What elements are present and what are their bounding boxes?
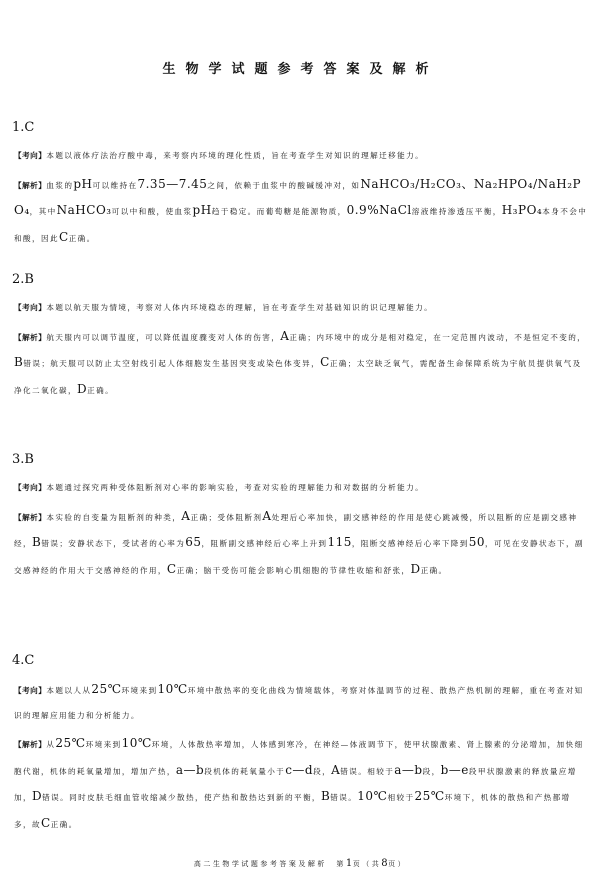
jiexi-tag: 【解析】: [14, 740, 47, 749]
jiexi-paragraph: [14, 324, 588, 404]
text-part: D: [76, 381, 88, 396]
text-part: 本实验的自变量为阻断剂的种类，: [46, 512, 182, 522]
kaoxiang-paragraph: [14, 296, 588, 321]
text-part: 相较于: [387, 793, 415, 802]
text-part: 航天服内可以调节温度，可以降低温度骤变对人体的伤害，: [46, 332, 281, 342]
question-number: 3.B: [12, 452, 34, 467]
text-part: NaHCO₃/H₂CO₃、Na₂HPO₄/NaH₂PO₄: [14, 176, 582, 217]
text-part: 10℃: [121, 736, 152, 750]
text-part: 从: [46, 740, 56, 749]
text-part: D: [410, 561, 421, 576]
text-part: 错误；安静状态下，受试者的心率为: [41, 539, 186, 548]
text-part: b—e: [440, 762, 469, 777]
text-part: 本题以人从: [46, 686, 92, 695]
page-number: 1: [345, 858, 353, 869]
text-part: 错误；航天服可以防止太空射线引起人体细胞发生基因突变或染色体变异，: [23, 359, 321, 368]
text-part: ，可见在安静状态下，副交感神经的作用大于交感神经的作用，: [14, 539, 584, 575]
question-2: [12, 272, 588, 406]
text-part: C: [320, 355, 330, 369]
kaoxiang-paragraph: [14, 677, 588, 728]
text-part: 25℃: [55, 736, 86, 750]
jiexi-tag: 【解析】: [14, 180, 47, 190]
text-part: H₃PO₄: [501, 203, 543, 217]
text-part: 0.9%NaCl: [346, 203, 412, 217]
jiexi-tag: 【解析】: [14, 332, 47, 342]
question-number: 4.C: [12, 653, 35, 668]
question-number: 1.C: [12, 120, 35, 135]
kaoxiang-tag: 【考向】: [14, 303, 47, 312]
text-part: NaHCO₃: [56, 203, 112, 217]
question-3: [12, 452, 588, 586]
question-1: [12, 120, 588, 254]
text-part: pH: [192, 203, 212, 217]
text-part: 正确；脑干受伤可能会影响心肌细胞的节律性收缩和舒张，: [176, 565, 411, 575]
footer-middle: 页（共: [352, 860, 382, 868]
text-part: A: [280, 328, 290, 343]
text-part: 段机体的耗氧量小于: [204, 766, 286, 776]
text-part: 正确；受体阻断剂: [190, 512, 263, 522]
kaoxiang-paragraph: [14, 476, 588, 501]
text-part: 趋于稳定。而葡萄糖是能源物质，: [211, 207, 347, 216]
text-part: 错误。: [330, 793, 358, 802]
text-part: 正确；太空缺乏氧气，需配备生命保障系统为宇航员提供氧气及净化二氧化碳，: [14, 359, 582, 395]
jiexi-paragraph: [14, 731, 588, 837]
text-part: a—b: [394, 762, 423, 777]
page-footer: [0, 858, 601, 869]
text-part: C: [166, 561, 177, 576]
text-part: 10℃: [157, 682, 188, 696]
text-part: B: [320, 789, 331, 803]
text-part: ，阻断副交感神经后心率上升到: [201, 539, 328, 548]
text-part: ，其中: [29, 207, 57, 216]
text-part: a—b: [175, 762, 205, 777]
text-part: 65: [185, 535, 202, 549]
text-part: 可以中和酸，使血浆: [111, 207, 193, 216]
text-part: 本身不会中和酸，因此: [14, 207, 588, 243]
text-part: A: [181, 508, 191, 523]
text-part: 环境来到: [85, 740, 122, 749]
kaoxiang-text: 本题通过探究两种受体阻断剂对心率的影响实验，考查对实验的理解能力和对数据的分析能力。: [46, 483, 425, 492]
jiexi-paragraph: [14, 172, 588, 252]
text-part: 错误。同时皮肤毛细血管收缩减少散热，使产热和散热达到新的平衡，: [42, 793, 321, 802]
text-part: 正确。: [420, 565, 448, 575]
text-part: 环境来到: [121, 686, 158, 695]
text-part: 段甲状腺激素的释放量应增加，: [14, 766, 577, 802]
text-part: ，阻断交感神经后心率下降到: [351, 539, 469, 548]
text-part: 段，: [313, 766, 332, 776]
jiexi-tag: 【解析】: [14, 512, 47, 522]
text-part: B: [14, 355, 24, 369]
question-4: [12, 653, 588, 840]
text-part: 可以维持在: [92, 180, 138, 190]
text-part: 25℃: [91, 682, 122, 696]
footer-suffix: 页）: [388, 860, 408, 868]
text-part: 25℃: [414, 789, 445, 803]
text-part: 段，: [422, 766, 441, 776]
question-number: 2.B: [12, 272, 34, 287]
text-part: 环境中散热率的变化曲线为情境载体，考察对体温调节的过程、散热产热机制的理解，重在考查对知识的理解应用能力和分析能力。: [14, 686, 584, 720]
kaoxiang-tag: 【考向】: [14, 151, 47, 160]
text-part: C: [58, 229, 69, 244]
text-part: 处理后心率加快，副交感神经的作用是使心跳减慢，所以阻断的应是副交感神经，: [14, 512, 578, 548]
kaoxiang-text: 本题以航天服为情境，考察对人体内环境稳态的理解，旨在考查学生对基础知识的识记理解能力。: [46, 303, 434, 312]
page-total: 8: [381, 858, 389, 869]
jiexi-paragraph: [14, 504, 588, 584]
kaoxiang-text: 本题以液体疗法治疗酸中毒，来考察内环境的理化性质，旨在考查学生对知识的理解迁移能力。: [46, 151, 425, 160]
text-part: 血浆的: [46, 180, 74, 190]
text-part: 正确。: [50, 819, 78, 829]
text-part: 7.35—7.45: [137, 176, 208, 191]
kaoxiang-tag: 【考向】: [14, 483, 47, 492]
text-part: 正确。: [87, 385, 115, 395]
text-part: 正确。: [68, 233, 96, 243]
text-part: D: [32, 789, 43, 803]
text-part: 环境，人体散热率增加，人体感到寒冷，在神经—体液调节下，使甲状腺激素、肾上腺素的分泌增加，加快细胞代谢，机体的耗氧量增加，增加产热，: [14, 740, 584, 776]
text-part: 10℃: [357, 789, 388, 803]
text-part: pH: [73, 176, 93, 191]
text-part: c—d: [285, 762, 314, 777]
kaoxiang-tag: 【考向】: [14, 686, 47, 695]
text-part: B: [32, 535, 42, 549]
text-part: 50: [468, 535, 486, 549]
text-part: 正确；内环境中的成分是相对稳定，在一定范围内波动，不是恒定不变的，: [289, 332, 587, 342]
text-part: 115: [327, 535, 352, 549]
page-title: 生物学试题参考答案及解析: [162, 62, 439, 77]
text-part: A: [262, 508, 272, 523]
text-part: 溶液维持渗透压平衡，: [411, 207, 502, 216]
text-part: A: [331, 762, 341, 777]
text-part: 环境下，机体的散热和产热都增多，故: [14, 793, 571, 829]
text-part: 错误。相较于: [340, 766, 395, 776]
footer-prefix: 高二生物学试题参考答案及解析 第: [193, 860, 346, 868]
kaoxiang-paragraph: [14, 144, 588, 169]
text-part: C: [40, 815, 51, 830]
text-part: 之间，依赖于血浆中的酸碱缓冲对，如: [207, 180, 361, 190]
